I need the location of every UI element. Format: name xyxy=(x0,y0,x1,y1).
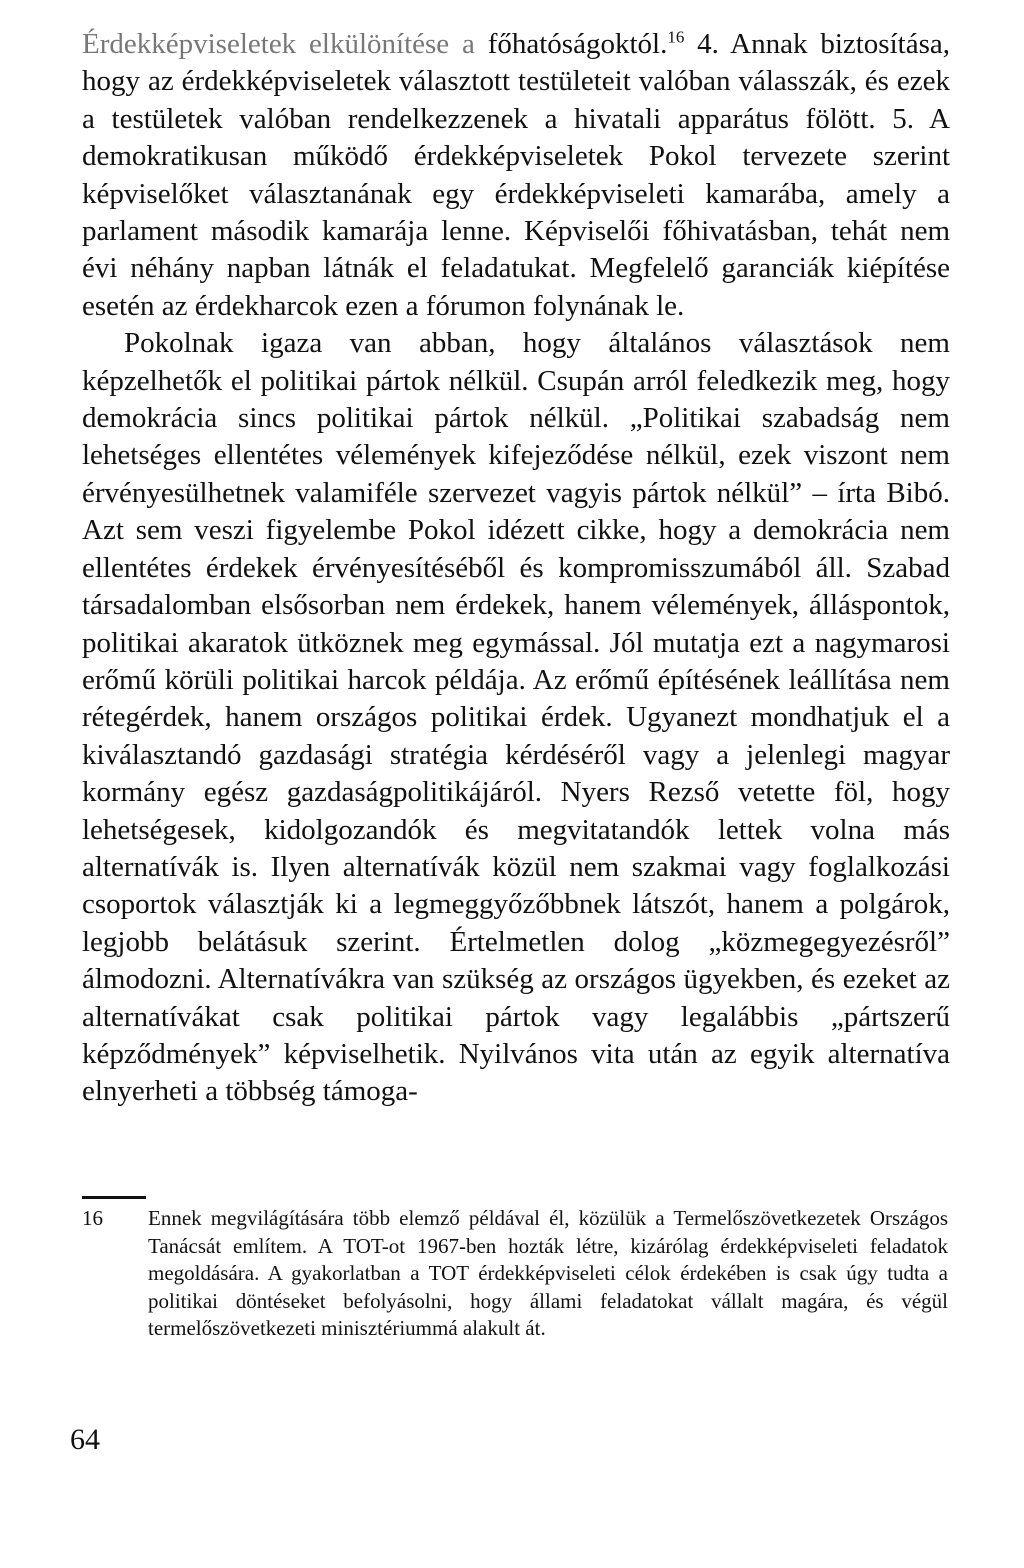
footnote-reference: 16 xyxy=(667,27,685,47)
main-text xyxy=(82,26,950,1111)
footnote-text: Ennek megvilágítására több elemző példával él, közülük a Termelőszövetkezetek Országos Tanácsát említem. A TOT-ot 1967-ben hozták létre, kizárólag érdekképviseleti feladatok megoldására. A gyakorlatban a TOT érdekképviseleti célok érdekében is csak úgy tudta a politikai döntéseket befolyásolni, hogy állami feladatokat vállalt magára, és végül termelőszövetkezeti minisztériummá alakult át. xyxy=(148,1206,948,1341)
paragraph-1-body: 4. Annak biztosítása, hogy az érdekképviseletek választott testületeit valóban válasszák, és ezek a testületek valóban rendelkezzenek a hivatali apparátus fölött. 5. A demokratikusan működő érdekképviseletek Pokol tervezete szerint képviselőket választanának egy érdekképviseleti kamarába, amely a parlament második kamarája lenne. Képviselői főhivatásban, tehát nem évi néhány napban látnák el feladatukat. Megfelelő garanciák kiépítése esetén az érdekharcok ezen a fórumon folynának le. xyxy=(82,28,950,322)
footnote xyxy=(82,1205,948,1343)
paragraph-1-lead: főhatóságoktól. xyxy=(474,28,668,60)
page-number: 64 xyxy=(70,1423,100,1456)
footnote-separator xyxy=(82,1196,146,1199)
paragraph-2: Pokolnak igaza van abban, hogy általános választások nem képzelhetők el politikai pártok nélkül. Csupán arról feledkezik meg, hogy demokrácia sincs politikai pártok nélkül. „Politikai szabadság nem lehetséges ellentétes vélemények kifejeződése nélkül, ezek viszont nem érvényesülhetnek valamiféle szervezet vagyis pártok nélkül” – írta Bibó. Azt sem veszi figyelembe Pokol idézett cikke, hogy a demokrácia nem ellentétes érdekek érvényesítéséből és kompromisszumából áll. Szabad társadalomban elsősorban nem érdekek, hanem vélemények, álláspontok, politikai akaratok ütköznek meg egymással. Jól mutatja ezt a nagymarosi erőmű körüli politikai harcok példája. Az erőmű építésének leállítása nem rétegérdek, hanem országos politikai érdek. Ugyanezt mondhatjuk el a kiválasztandó gazdasági stratégia kérdéséről vagy a jelenlegi magyar kormány egész gazdaságpolitikájáról. Nyers Rezső vetette föl, hogy lehetségesek, kidolgozandók és megvitatandók lettek volna más alternatívák is. Ilyen alternatívák közül nem szakmai vagy foglalkozási csoportok választják ki a legmeggyőzőbbnek látszót, hanem a polgárok, legjobb belátásuk szerint. Értelmetlen dolog „közmegegyezésről” álmodozni. Alternatívákra van szükség az országos ügyekben, és ezeket az alternatívákat csak politikai pártok vagy legalábbis „pártszerű képződmények” képviselhetik. Nyilvános vita után az egyik alternatíva elnyerheti a többség támoga- xyxy=(82,327,950,1108)
paragraph-1 xyxy=(82,26,950,325)
footnote-number: 16 xyxy=(82,1206,103,1230)
faded-scan-text: Érdekképviseletek elkülönítése a xyxy=(82,28,475,60)
